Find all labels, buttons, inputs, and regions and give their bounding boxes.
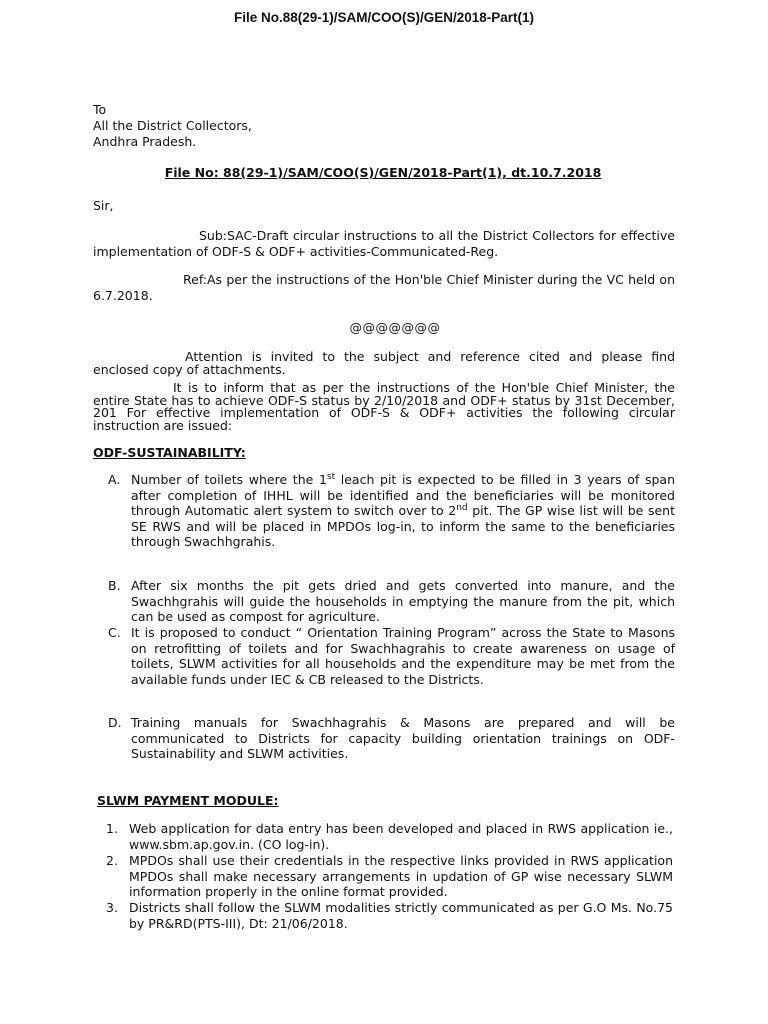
list-marker: 2. [106, 853, 118, 868]
superscript: nd [456, 502, 468, 513]
slwm-item-3 [106, 900, 673, 931]
list-item-text: Districts shall follow the SLWM modalities strictly communicated as per G.O Ms. No.75 by PR&RD(PTS-III), Dt: 21/06/2018. [129, 900, 673, 931]
attention-paragraph: Attention is invited to the subject and reference cited and please find enclosed copy of attachments. [93, 349, 675, 377]
slwm-title-colon: : [273, 793, 279, 808]
address-block [93, 102, 252, 150]
address-to: To [93, 102, 107, 117]
reference-paragraph: Ref:As per the instructions of the Hon'ble Chief Minister during the VC held on 6.7.2018. [93, 272, 675, 303]
list-item-text: MPDOs shall use their credentials in the respective links provided in RWS application MPDOs shall make necessary arrangements in updation of GP wise necessary SLWM information properly in the online format provided. [129, 853, 673, 899]
text-part: Number of toilets where the 1 [131, 472, 327, 487]
slwm-item-1 [106, 821, 673, 852]
text-part: pit. The GP wise list will be sent SE RWS and will be placed in MPDOs log-in, to inform the same to the beneficiaries through Swachhgrahis. [131, 503, 675, 549]
list-item-text: Web application for data entry has been developed and placed in RWS application ie., www.sbm.ap.gov.in. (CO log-in). [129, 821, 673, 852]
odf-item-a [108, 472, 675, 550]
address-line-2: Andhra Pradesh. [93, 134, 197, 149]
subject-paragraph: Sub:SAC-Draft circular instructions to all the District Collectors for effective implementation of ODF-S & ODF+ activities-Communicated-Reg. [93, 228, 675, 259]
odf-section-title: ODF-SUSTAINABILITY: [93, 445, 246, 460]
list-item-text: Training manuals for Swachhagrahis & Masons are prepared and will be communicated to Districts for capacity building orientation trainings on ODF-Sustainability and SLWM activities. [131, 715, 675, 761]
slwm-item-2 [106, 853, 673, 900]
list-marker: 1. [106, 821, 118, 836]
odf-item-b [108, 578, 675, 625]
header-file-number: File No.88(29-1)/SAM/COO(S)/GEN/2018-Part(1) [233, 10, 535, 25]
address-line-1: All the District Collectors, [93, 118, 252, 133]
slwm-section-title [97, 793, 279, 808]
odf-item-c [108, 625, 675, 687]
list-marker: B. [108, 578, 121, 593]
inform-paragraph: It is to inform that as per the instructions of the Hon'ble Chief Minister, the entire State has to achieve ODF-S status by 2/10/2018 and ODF+ status by 31st December, 201 For effective implementation of ODF-S & ODF+ activities the following circular instruction are issued: [93, 380, 675, 433]
list-item-text [131, 472, 675, 550]
salutation: Sir, [93, 198, 114, 213]
odf-item-d [108, 715, 675, 762]
list-item-text: After six months the pit gets dried and gets converted into manure, and the Swachhgrahis will guide the households in emptying the manure from the pit, which can be used as compost for agriculture. [131, 578, 675, 624]
file-reference-text: File No: 88(29-1)/SAM/COO(S)/GEN/2018-Part(1), dt.10.7.2018 [164, 165, 602, 180]
list-marker: A. [108, 472, 121, 487]
superscript: st [326, 471, 336, 482]
separator: @@@@@@@ [349, 320, 441, 335]
list-item-text: It is proposed to conduct “ Orientation Training Program” across the State to Masons on retrofitting of toilets and for Swachhagrahis to create awareness on usage of toilets, SLWM activities for all households and the expenditure may be met from the available funds under IEC & CB released to the Districts. [131, 625, 675, 687]
text-part: leach pit is expected to be filled in 3 years of span after completion of IHHL will be identified and the beneficiaries will be monitored through Automatic alert system to switch over to 2 [131, 472, 675, 518]
list-marker: D. [108, 715, 122, 730]
list-marker: C. [108, 625, 121, 640]
file-reference [0, 165, 768, 180]
slwm-title-text: SLWM PAYMENT MODULE [97, 793, 274, 808]
list-marker: 3. [106, 900, 118, 915]
